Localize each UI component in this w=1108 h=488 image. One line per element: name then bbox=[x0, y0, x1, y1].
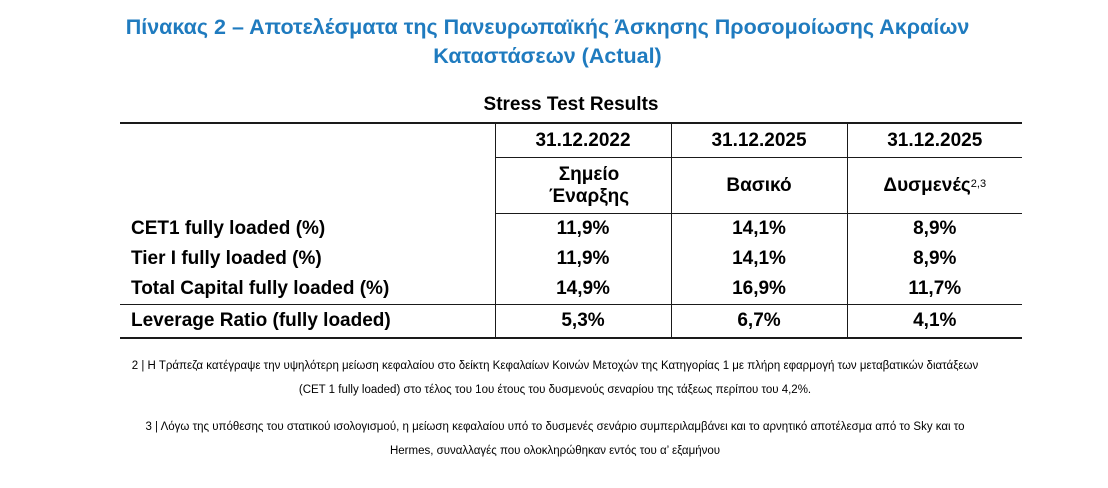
footnote-3-line-1: 3 | Λόγω της υπόθεσης του στατικού ισολογισμού, η μείωση κεφαλαίου υπό το δυσμενές σενάριο συμπεριλαμβάνει και το αρνητικό αποτέλεσμα από το Sky και το bbox=[145, 421, 965, 433]
empty-header-cell bbox=[120, 158, 495, 214]
date-header-2025-baseline: 31.12.2025 bbox=[671, 123, 847, 158]
row-label: Tier I fully loaded (%) bbox=[131, 248, 322, 269]
scenario-baseline: Βασικό bbox=[671, 158, 847, 214]
footnote-marks: 2,3 bbox=[970, 177, 987, 190]
scenario-starting-point bbox=[495, 158, 671, 214]
footnote-2-line-1: 2 | Η Τράπεζα κατέγραψε την υψηλότερη μείωση κεφαλαίου στο δείκτη Κεφαλαίων Κοινών Μετοχών της Κατηγορίας 1 με πλήρη εφαρμογή των μεταβατικών διατάξεων bbox=[131, 360, 979, 372]
document-title-line-2: Καταστάσεων (Actual) bbox=[433, 44, 662, 68]
cell-value: 14,1% bbox=[671, 214, 847, 245]
scenario-adverse-label: Δυσμενές bbox=[883, 174, 971, 196]
cell-value: 14,9% bbox=[495, 274, 671, 305]
cell-value: 6,7% bbox=[671, 305, 847, 339]
row-label: Total Capital fully loaded (%) bbox=[131, 278, 390, 299]
cell-value: 8,9% bbox=[847, 214, 1022, 245]
footnote-2 bbox=[40, 354, 1070, 402]
footnote-3-line-2: Hermes, συναλλαγές που ολοκληρώθηκαν εντός του α’ εξαμήνου bbox=[389, 445, 721, 457]
table-caption: Stress Test Results bbox=[483, 94, 659, 115]
empty-header-cell bbox=[120, 123, 495, 158]
table-row-cet1 bbox=[120, 214, 1022, 245]
document-title bbox=[0, 13, 1095, 71]
scenario-starting-point-line-1: Σημείο bbox=[558, 163, 620, 185]
table-row-total-capital bbox=[120, 274, 1022, 305]
footnote-2-line-2: (CET 1 fully loaded) στο τέλος του 1ου έτους του δυσμενούς σεναρίου της τάξεως περίπου του 4,2%. bbox=[298, 384, 812, 396]
scenario-starting-point-line-2: Έναρξης bbox=[549, 185, 630, 207]
footnote-3 bbox=[40, 415, 1070, 463]
row-label: CET1 fully loaded (%) bbox=[131, 217, 326, 239]
cell-value: 16,9% bbox=[671, 274, 847, 305]
scenario-header-row bbox=[120, 158, 1022, 214]
cell-value: 5,3% bbox=[495, 305, 671, 339]
cell-value: 11,7% bbox=[847, 274, 1022, 305]
table-row-tier1 bbox=[120, 244, 1022, 274]
table-row-leverage-ratio bbox=[120, 305, 1022, 339]
scenario-adverse bbox=[847, 158, 1022, 214]
cell-value: 14,1% bbox=[671, 244, 847, 274]
cell-value: 8,9% bbox=[847, 244, 1022, 274]
document-title-line-1: Πίνακας 2 – Αποτελέσματα της Πανευρωπαϊκής Άσκησης Προσομοίωσης Ακραίων bbox=[125, 15, 970, 39]
date-header-2025-adverse: 31.12.2025 bbox=[847, 123, 1022, 158]
cell-value: 11,9% bbox=[495, 244, 671, 274]
cell-value: 11,9% bbox=[495, 214, 671, 245]
stress-test-results-table bbox=[120, 122, 1022, 339]
row-label: Leverage Ratio (fully loaded) bbox=[120, 305, 495, 339]
cell-value: 4,1% bbox=[847, 305, 1022, 339]
date-header-2022: 31.12.2022 bbox=[495, 123, 671, 158]
date-header-row bbox=[120, 123, 1022, 158]
